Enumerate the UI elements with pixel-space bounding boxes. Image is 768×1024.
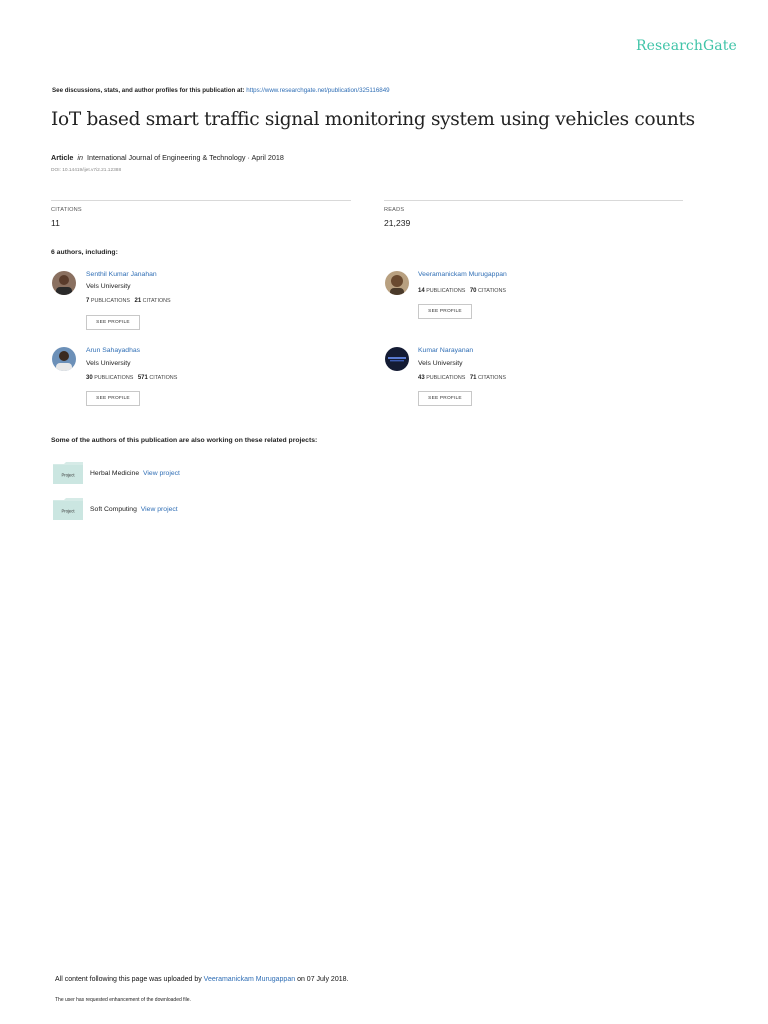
project-icon-label: Project bbox=[61, 508, 75, 514]
author-name-link[interactable]: Veeramanickam Murugappan bbox=[418, 271, 507, 278]
citations-count: 70 bbox=[469, 288, 477, 294]
author-institution: Vels University bbox=[86, 283, 131, 290]
citations-count: 71 bbox=[469, 375, 477, 381]
project-name: Herbal Medicine bbox=[90, 470, 140, 477]
author-stats bbox=[86, 375, 177, 381]
publication-title: IoT based smart traffic signal monitoring system using vehicles counts bbox=[51, 109, 695, 130]
project-folder-icon bbox=[53, 462, 83, 484]
researchgate-logo: ResearchGate bbox=[636, 38, 737, 54]
citations-label: CITATIONS bbox=[142, 298, 171, 304]
see-profile-button[interactable]: SEE PROFILE bbox=[86, 315, 140, 330]
enhancement-note: The user has requested enhancement of the downloaded file. bbox=[55, 997, 191, 1003]
author-avatar[interactable] bbox=[52, 347, 76, 371]
publications-label: PUBLICATIONS bbox=[426, 375, 466, 381]
citations-divider bbox=[51, 200, 351, 201]
author-avatar[interactable] bbox=[385, 271, 409, 295]
avatar-logo-icon bbox=[385, 347, 409, 371]
journal-name: International Journal of Engineering & Technology · April 2018 bbox=[86, 153, 284, 162]
doi: DOI: 10.14419/ijet.v7i2.21.12388 bbox=[51, 168, 122, 173]
discussions-text: See discussions, stats, and author profiles for this publication at: bbox=[52, 87, 245, 94]
publications-label: PUBLICATIONS bbox=[94, 375, 134, 381]
reads-label: READS bbox=[384, 207, 405, 213]
avatar-photo-icon bbox=[52, 271, 76, 295]
publications-count: 43 bbox=[418, 375, 425, 381]
citations-count: 571 bbox=[137, 375, 148, 381]
project-row bbox=[90, 470, 180, 477]
author-stats bbox=[418, 288, 506, 294]
publications-label: PUBLICATIONS bbox=[426, 288, 466, 294]
project-name: Soft Computing bbox=[90, 506, 137, 513]
citations-label: CITATIONS bbox=[478, 288, 506, 294]
avatar-photo-icon bbox=[52, 347, 76, 371]
publication-url-link[interactable]: https://www.researchgate.net/publication/325116849 bbox=[246, 87, 390, 94]
citations-label: CITATIONS bbox=[51, 207, 82, 213]
view-project-link[interactable]: View project bbox=[143, 470, 180, 477]
publications-count: 14 bbox=[418, 288, 425, 294]
meta-in: in bbox=[77, 153, 83, 162]
author-stats bbox=[86, 298, 171, 304]
citations-value: 11 bbox=[51, 218, 60, 228]
discussions-line bbox=[52, 87, 390, 94]
projects-heading: Some of the authors of this publication are also working on these related projects: bbox=[51, 437, 318, 444]
author-avatar[interactable] bbox=[385, 347, 409, 371]
uploaded-suffix: on 07 July 2018. bbox=[297, 976, 349, 983]
publication-meta bbox=[51, 153, 284, 162]
author-institution: Vels University bbox=[86, 360, 131, 367]
author-stats bbox=[418, 375, 506, 381]
author-name-link[interactable]: Arun Sahayadhas bbox=[86, 347, 141, 354]
citations-label: CITATIONS bbox=[478, 375, 506, 381]
see-profile-button[interactable]: SEE PROFILE bbox=[86, 391, 140, 406]
publication-type: Article bbox=[51, 153, 74, 162]
avatar-photo-icon bbox=[385, 271, 409, 295]
uploaded-prefix: All content following this page was uploaded by bbox=[55, 976, 202, 983]
publications-count: 7 bbox=[86, 298, 90, 304]
author-avatar[interactable] bbox=[52, 271, 76, 295]
uploader-link[interactable]: Veeramanickam Murugappan bbox=[203, 976, 296, 983]
reads-divider bbox=[384, 200, 683, 201]
publications-label: PUBLICATIONS bbox=[90, 298, 130, 304]
citations-label: CITATIONS bbox=[149, 375, 178, 381]
project-icon-label: Project bbox=[61, 472, 75, 478]
publications-count: 30 bbox=[86, 375, 93, 381]
author-name-link[interactable]: Kumar Narayanan bbox=[418, 347, 474, 354]
project-row bbox=[90, 506, 178, 513]
uploaded-by-line bbox=[55, 976, 348, 983]
author-name-link[interactable]: Senthil Kumar Janahan bbox=[86, 271, 157, 278]
see-profile-button[interactable]: SEE PROFILE bbox=[418, 391, 472, 406]
authors-heading: 6 authors, including: bbox=[51, 249, 118, 256]
citations-count: 21 bbox=[134, 298, 142, 304]
author-institution: Vels University bbox=[418, 360, 463, 367]
view-project-link[interactable]: View project bbox=[140, 506, 178, 513]
project-folder-icon bbox=[53, 498, 83, 520]
see-profile-button[interactable]: SEE PROFILE bbox=[418, 304, 472, 319]
reads-value: 21,239 bbox=[384, 218, 411, 228]
